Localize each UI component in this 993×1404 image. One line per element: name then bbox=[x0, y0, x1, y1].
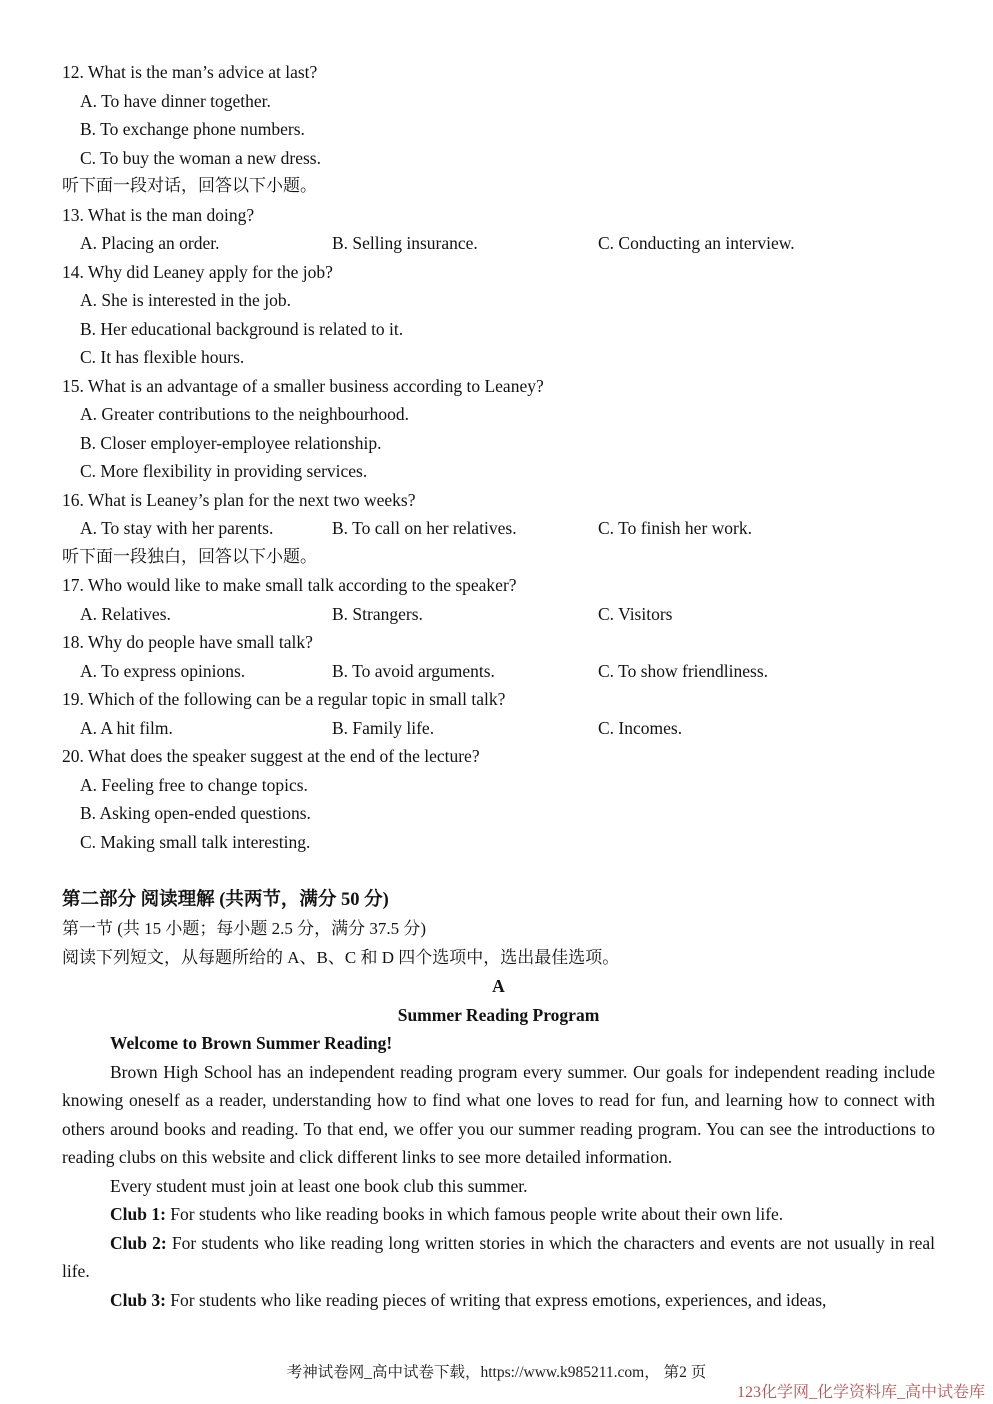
option-cell: B. Selling insurance. bbox=[332, 233, 478, 253]
options-row bbox=[62, 600, 935, 629]
option-line: C. It has flexible hours. bbox=[80, 347, 245, 367]
footer-site-line: 考神试卷网_高中试卷下载，https://www.k985211.com， 第2 页 bbox=[286, 1364, 707, 1381]
cn-text-line: 第一节 (共 15 小题；每小题 2.5 分，满分 37.5 分) bbox=[62, 919, 427, 938]
option-cell: B. To call on her relatives. bbox=[332, 518, 517, 538]
question-line: 12. What is the man’s advice at last? bbox=[62, 62, 318, 82]
option-line: A. Feeling free to change topics. bbox=[80, 774, 308, 795]
question-line: 18. Why do people have small talk? bbox=[62, 632, 313, 652]
option-line: A. To have dinner together. bbox=[80, 90, 271, 111]
club-text: For students who like reading books in which famous people write about their own life. bbox=[165, 1204, 784, 1224]
option-cell: C. Incomes. bbox=[598, 717, 683, 738]
options-row bbox=[62, 657, 935, 686]
option-cell: A. A hit film. bbox=[80, 717, 173, 738]
watermark-text: 123化学网_化学资料库_高中试卷库 bbox=[736, 1384, 985, 1401]
club-label: Club 3: bbox=[110, 1289, 166, 1310]
option-cell: C. Conducting an interview. bbox=[598, 233, 795, 253]
options-row bbox=[62, 714, 935, 743]
option-cell: C. To show friendliness. bbox=[598, 660, 769, 681]
centered-heading: A bbox=[492, 976, 505, 996]
passage-line: Every student must join at least one book club this summer. bbox=[110, 1175, 528, 1196]
question-line: 14. Why did Leaney apply for the job? bbox=[62, 261, 333, 282]
club-line bbox=[62, 1229, 935, 1286]
passage-paragraph: Brown High School has an independent reading program every summer. Our goals for independent reading include knowing oneself as a reader, understanding how to find what one loves to read for fun, and learning how to connect with others around books and reading. To that end, we offer you our summer reading program. You can see the introductions to reading clubs on this website and click different links to see more detailed information. bbox=[62, 1061, 935, 1167]
option-cell: A. To express opinions. bbox=[80, 660, 246, 681]
options-row bbox=[62, 229, 935, 258]
option-cell: C. To finish her work. bbox=[598, 518, 752, 538]
question-line: 16. What is Leaney’s plan for the next two weeks? bbox=[62, 489, 416, 510]
option-line: B. To exchange phone numbers. bbox=[80, 119, 305, 139]
option-cell: B. To avoid arguments. bbox=[332, 660, 495, 681]
question-line: 17. Who would like to make small talk according to the speaker? bbox=[62, 575, 517, 595]
question-line: 13. What is the man doing? bbox=[62, 204, 255, 225]
question-line: 20. What does the speaker suggest at the end of the lecture? bbox=[62, 746, 480, 766]
option-cell: A. Relatives. bbox=[80, 603, 171, 624]
club-label: Club 2: bbox=[110, 1232, 167, 1253]
cn-text-line: 听下面一段对话，回答以下小题。 bbox=[62, 176, 317, 195]
club-label: Club 1: bbox=[110, 1204, 166, 1224]
option-line: B. Her educational background is related to it. bbox=[80, 318, 404, 339]
option-cell: C. Visitors bbox=[598, 603, 673, 624]
option-line: B. Asking open-ended questions. bbox=[80, 803, 311, 823]
club-text: For students who like reading long written stories in which the characters and events are not usually in real life. bbox=[62, 1232, 935, 1281]
cn-text-line: 阅读下列短文，从每题所给的 A、B、C 和 D 四个选项中，选出最佳选项。 bbox=[62, 947, 620, 967]
section-heading: 第二部分 阅读理解 (共两节，满分 50 分) bbox=[62, 890, 389, 910]
option-line: A. She is interested in the job. bbox=[80, 290, 291, 310]
question-line: 19. Which of the following can be a regular topic in small talk? bbox=[62, 689, 506, 709]
option-line: B. Closer employer-employee relationship. bbox=[80, 432, 382, 453]
option-cell: B. Strangers. bbox=[332, 603, 423, 624]
option-cell: A. To stay with her parents. bbox=[80, 518, 274, 538]
document-content bbox=[62, 58, 935, 1314]
options-row bbox=[62, 514, 935, 543]
question-line: 15. What is an advantage of a smaller business according to Leaney? bbox=[62, 375, 544, 396]
cn-text-line: 听下面一段独白，回答以下小题。 bbox=[62, 546, 317, 566]
passage-subheading: Welcome to Brown Summer Reading! bbox=[110, 1033, 393, 1053]
club-text: For students who like reading pieces of writing that express emotions, experiences, and ideas, bbox=[165, 1289, 827, 1310]
option-cell: A. Placing an order. bbox=[80, 233, 220, 253]
vertical-spacer bbox=[62, 856, 935, 886]
option-line: C. Making small talk interesting. bbox=[80, 831, 311, 852]
club-line bbox=[62, 1200, 935, 1229]
club-line bbox=[62, 1286, 935, 1315]
option-line: C. More flexibility in providing services. bbox=[80, 461, 368, 481]
option-cell: B. Family life. bbox=[332, 717, 435, 738]
option-line: A. Greater contributions to the neighbourhood. bbox=[80, 404, 410, 424]
centered-heading: Summer Reading Program bbox=[397, 1004, 600, 1025]
option-line: C. To buy the woman a new dress. bbox=[80, 147, 321, 168]
